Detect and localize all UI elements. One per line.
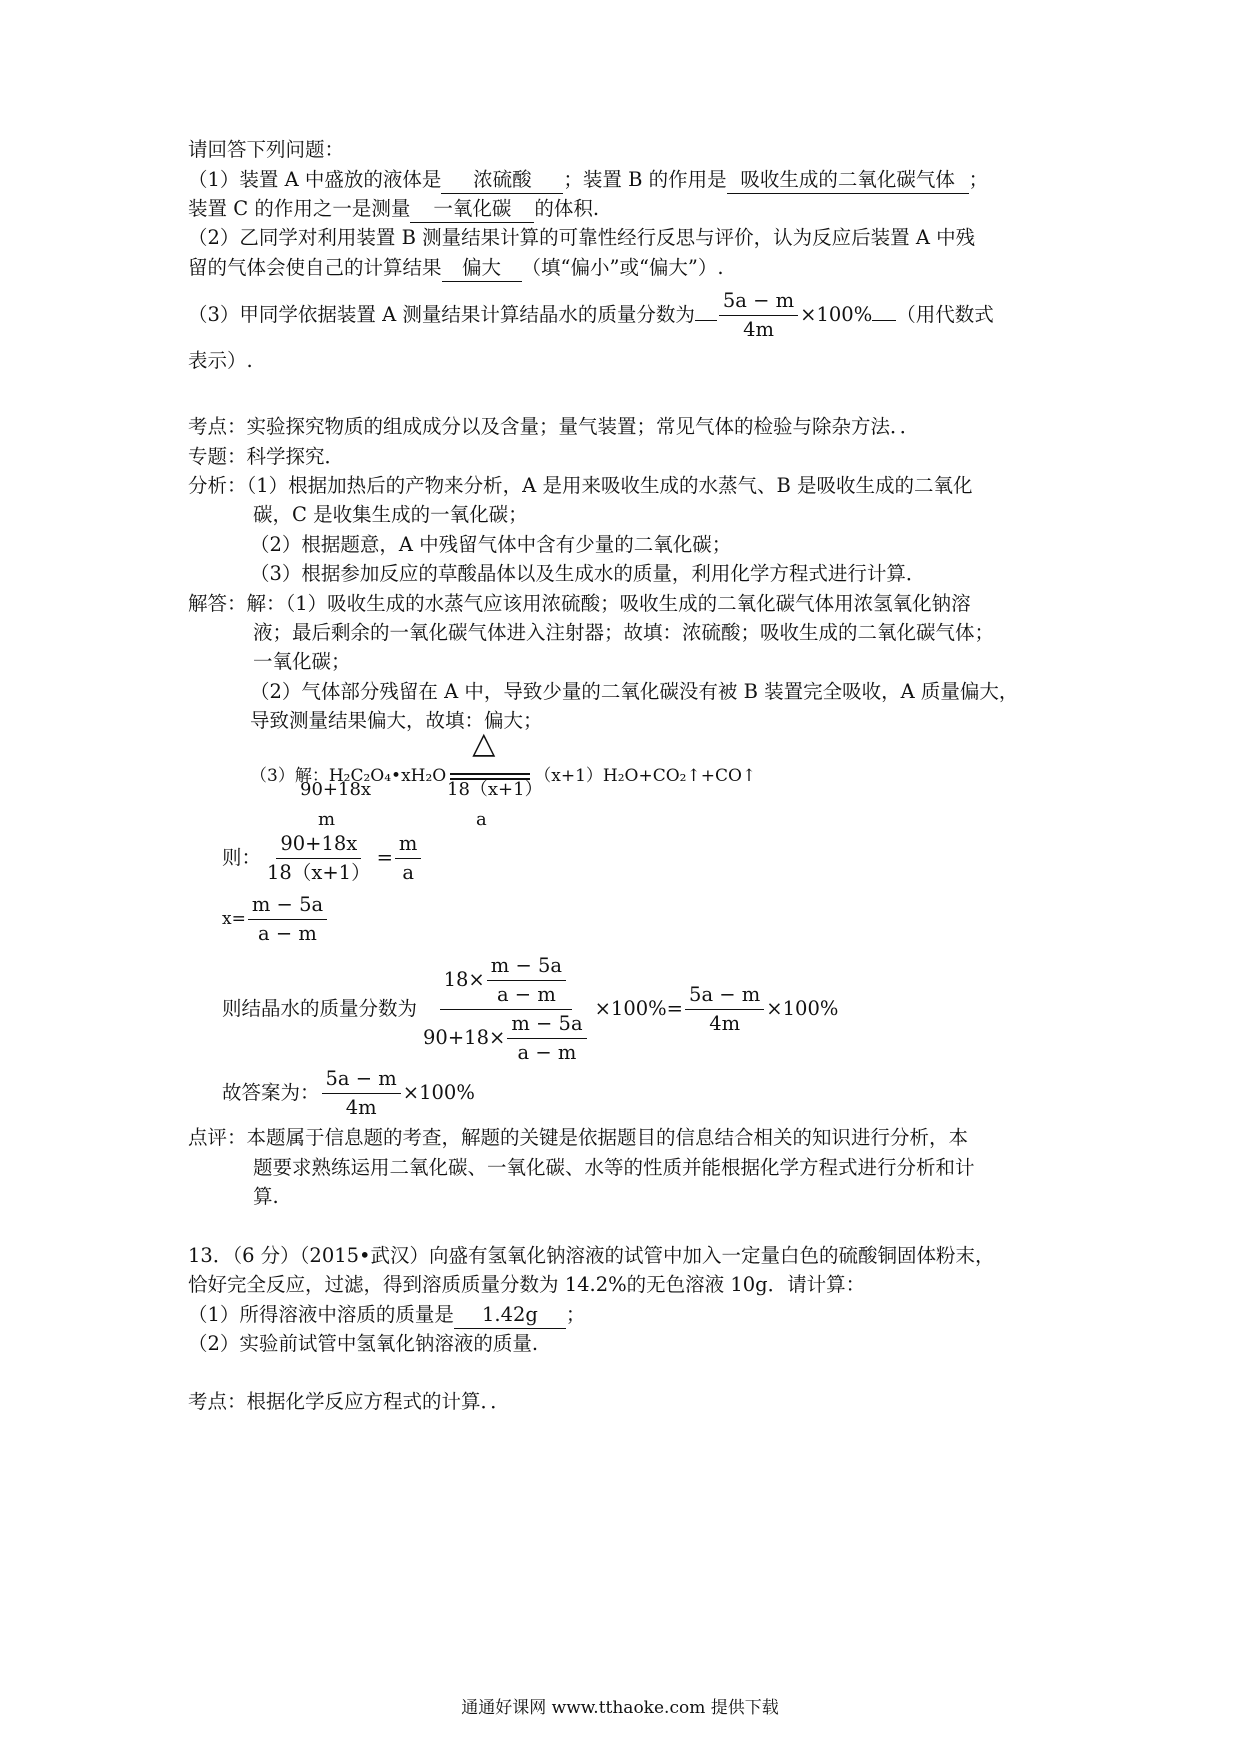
jieda-line-5: 导致测量结果偏大，故填：偏大； (250, 709, 543, 732)
kaodian-line: 考点：实验探究物质的组成成分以及含量；量气装置；常见气体的检验与除杂方法．． (188, 415, 920, 438)
answer-blank-3: 一氧化碳 (410, 196, 534, 223)
q13-line-2: 恰好完全反应，过滤，得到溶质质量分数为 14.2%的无色溶液 10g．请计算： (188, 1273, 866, 1296)
q12-part2-line1: （2）乙同学对利用装置 B 测量结果计算的可靠性经行反思与评价，认为反应后装置 A 中残 (188, 226, 976, 249)
mass-value-right: a (476, 809, 487, 830)
chemical-equation: （3）解：H₂C₂O₄•xH₂O △ （x+1）H₂O+CO₂↑+CO↑ (250, 726, 757, 786)
q13-kaodian: 考点：根据化学反应方程式的计算．． (188, 1390, 510, 1413)
answer-blank-4: 偏大 (442, 255, 522, 282)
q13-line-4: （2）实验前试管中氢氧化钠溶液的质量. (188, 1332, 539, 1355)
answer-blank-5: 1.42g (454, 1302, 566, 1329)
jieda-line-4: （2）气体部分残留在 A 中，导致少量的二氧化碳没有被 B 装置完全吸收，A 质量偏大， (250, 680, 1019, 703)
page-footer: 通通好课网 www.tthaoke.com 提供下载 (461, 1698, 779, 1718)
final-answer: 故答案为： $\frac{5a - m}{4m}$ ×100% (222, 1067, 475, 1119)
dianping-line-1: 点评：本题属于信息题的考查，解题的关键是依据题目的信息结合相关的知识进行分析，本 (188, 1126, 969, 1149)
equation-left: H₂C₂O₄•xH₂O (328, 766, 447, 786)
dianping-line-3: 算. (253, 1185, 279, 1208)
fraction-p3: $\frac{5a - m}{4m}$ (719, 288, 798, 343)
compound-fraction: 18× $\frac{m - 5a}{a - m}$ 90+18× $\frac{m - 5a}{a - m}$ (419, 953, 593, 1066)
mass-ratio-left: 90+18x (300, 779, 372, 800)
dianping-line-2: 题要求熟练运用二氧化碳、一氧化碳、水等的性质并能根据化学方程式进行分析和计 (253, 1156, 975, 1179)
mass-ratio-right: 18（x+1） (447, 779, 543, 800)
q12-part3-line1: （3）甲同学依据装置 A 测量结果计算结晶水的质量分数为 $\frac{5a - m}{4m}$ ×100% （用代数式 (188, 289, 994, 341)
fenxi-line-3: （2）根据题意，A 中残留气体中含有少量的二氧化碳； (250, 533, 732, 556)
jieda-line-2: 液；最后剩余的一氧化碳气体进入注射器；故填：浓硫酸；吸收生成的二氧化碳气体； (253, 621, 995, 644)
x-solution: x= $\frac{m - 5a}{a - m}$ (222, 891, 329, 947)
proportion-equation: 则： $\frac{90+18x}{18(x+1)}$ = $\frac{m}{a}$ (222, 830, 423, 886)
delta-symbol: △ (472, 726, 496, 761)
jieda-line-1: 解答：解：（1）吸收生成的水蒸气应该用浓硫酸；吸收生成的二氧化碳气体用浓氢氧化钠溶 (188, 592, 971, 615)
q12-part2-line2: 留的气体会使自己的计算结果 偏大 （填“偏小”或“偏大”）. (188, 255, 724, 282)
fenxi-line-2: 碳，C 是收集生成的一氧化碳； (253, 503, 528, 526)
q13-line-1: 13．（6 分）（2015•武汉）向盛有氢氧化钠溶液的试管中加入一定量白色的硫酸铜固体粉末， (188, 1244, 995, 1267)
zhuanti-line: 专题：科学探究． (188, 445, 345, 468)
q12-part3-line2: 表示）. (188, 349, 253, 372)
q13-line-3: （1）所得溶液中溶质的质量是 1.42g ； (188, 1302, 585, 1329)
q12-part1-line1: （1）装置 A 中盛放的液体是 浓硫酸 ；装置 B 的作用是 吸收生成的二氧化碳气体 ； (188, 167, 988, 194)
crystal-water-fraction: 则结晶水的质量分数为 18× $\frac{m - 5a}{a - m}$ 90+18× $\frac{m - 5a}{a - m}$ ×100%= $\frac{5a - m}{4m}$ ×100% (222, 954, 839, 1064)
q12-part1-line2: 装置 C 的作用之一是测量 一氧化碳 的体积. (188, 196, 599, 223)
jieda-line-3: 一氧化碳； (253, 650, 351, 673)
fenxi-line-4: （3）根据参加反应的草酸晶体以及生成水的质量，利用化学方程式进行计算． (250, 562, 926, 585)
fenxi-line-1: 分析：（1）根据加热后的产物来分析，A 是用来吸收生成的水蒸气、B 是吸收生成的二氧化 (188, 474, 973, 497)
answer-blank-1: 浓硫酸 (441, 167, 563, 194)
equation-right: （x+1）H₂O+CO₂↑+CO↑ (534, 766, 757, 786)
answer-blank-2: 吸收生成的二氧化碳气体 (727, 167, 969, 194)
intro-line: 请回答下列问题： (188, 138, 345, 161)
mass-value-left: m (318, 809, 336, 830)
